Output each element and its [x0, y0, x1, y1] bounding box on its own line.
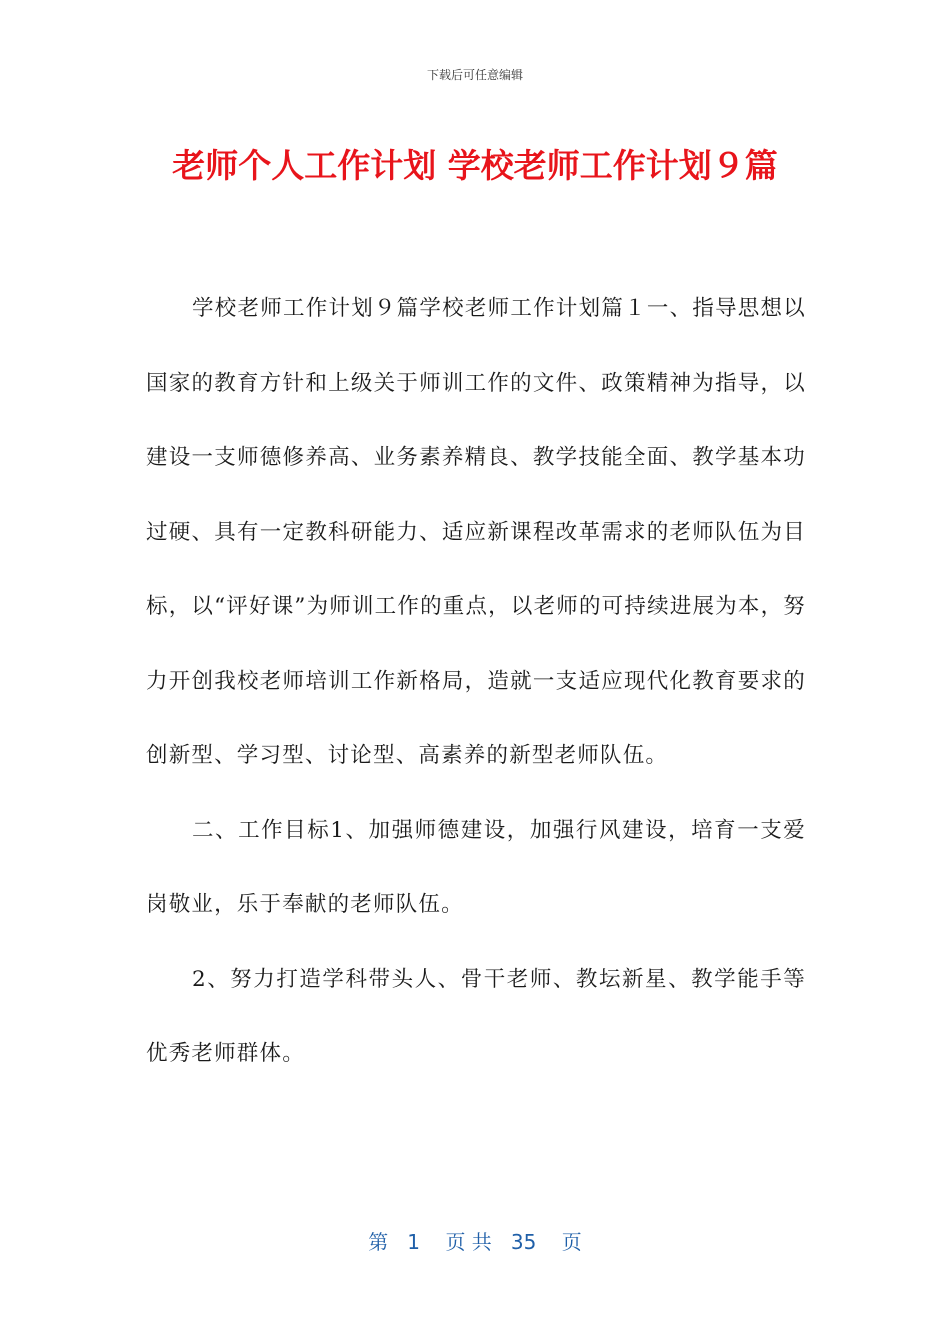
paragraph-2: 二、工作目标1、加强师德建设，加强行风建设，培育一支爱岗敬业，乐于奉献的老师队伍。 [146, 817, 806, 917]
paragraph-1: 学校老师工作计划９篇学校老师工作计划篇１一、指导思想以国家的教育方针和上级关于师训工作的文件、政策精神为指导，以建设一支师德修养高、业务素养精良、教学技能全面、教学基本功过硬、具有一定教科研能力、适应新课程改革需求的老师队伍为目标，以“评好课”为师训工作的重点，以老师的可持续进展为本，努力开创我校老师培训工作新格局，造就一支适应现代化教育要求的创新型、学习型、讨论型、高素养的新型老师队伍。 [146, 296, 806, 768]
document-title: 老师个人工作计划 学校老师工作计划９篇 [172, 146, 778, 185]
footer-suffix: 页 [561, 1230, 582, 1254]
header-note: 下载后可任意编辑 [426, 68, 523, 82]
footer-prefix: 第 [368, 1230, 389, 1254]
footer-middle: 页 共 [445, 1230, 492, 1254]
paragraph-3: 2、努力打造学科带头人、骨干老师、教坛新星、教学能手等优秀老师群体。 [146, 966, 806, 1066]
footer-current-page: 1 [407, 1230, 421, 1254]
footer-total-pages: 35 [510, 1230, 537, 1254]
page-footer [0, 1226, 950, 1255]
document-body [146, 272, 806, 1092]
